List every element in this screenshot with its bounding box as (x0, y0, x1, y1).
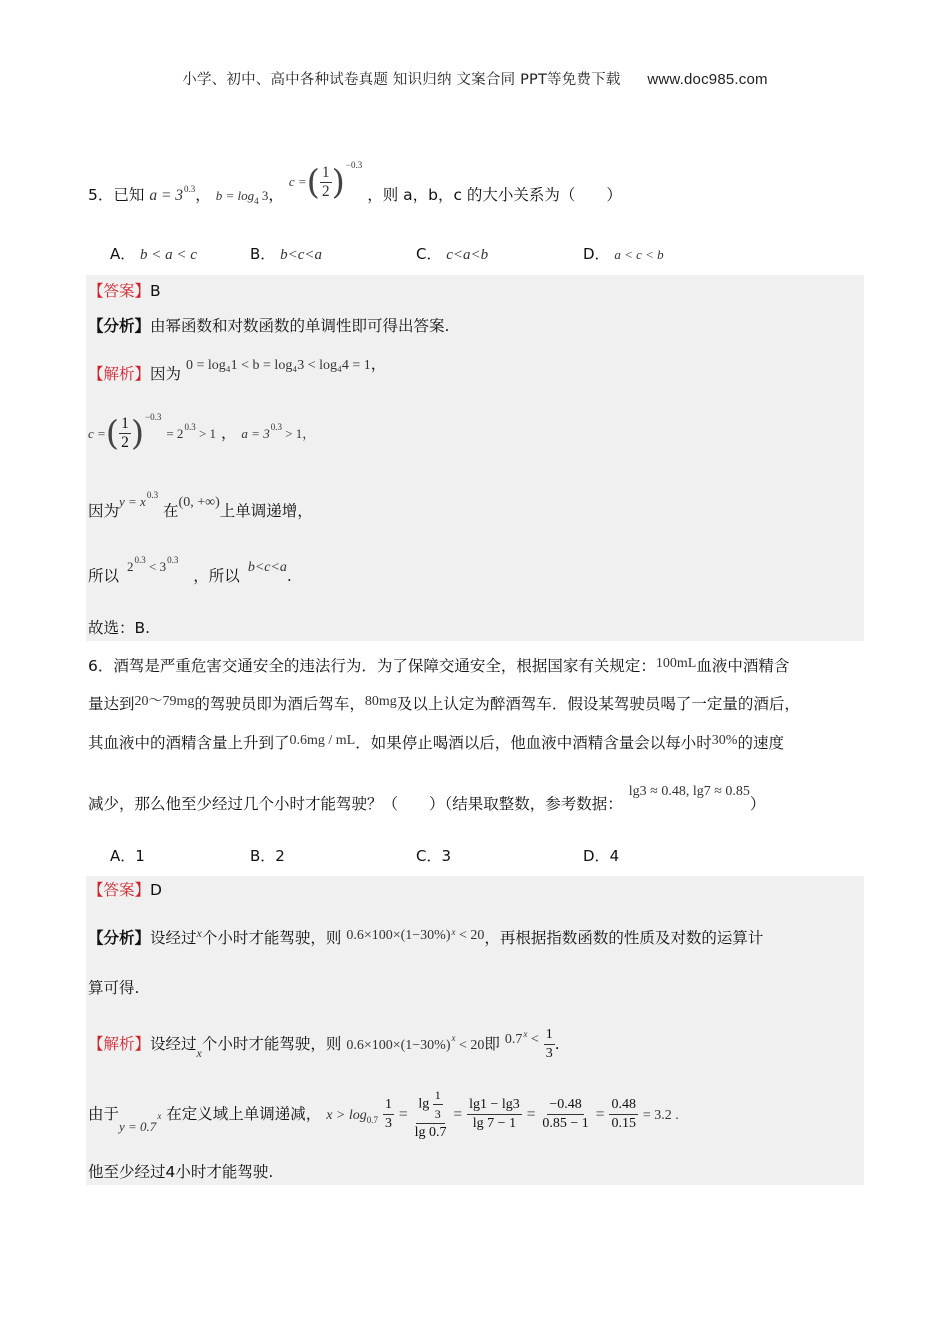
q5-prefix: 已知 (113, 186, 145, 205)
q6-stem-line4: 减少，那么他至少经过几个小时才能驾驶？（ ）（结果取整数，参考数据：lg3 ≈ 0.48, lg7 ≈ 0.85） (88, 784, 766, 813)
q6-options (110, 845, 810, 869)
q6-solution-panel (86, 876, 864, 1185)
q5-stem: 5．已知 $a = 3^{0.3}$， $b = \log_4 3$， c =( $\frac{1}{2}$ )$^{-0.3}$ ，则 a，b，c 的大小关系为（ ） (88, 160, 622, 207)
q5-b-def: $b = \log_4 3$ (215, 188, 269, 207)
q5-solution-line2: c =( $\frac{1}{2}$ )$^{-0.3} = 2^{0.3} > 1$ ， $a = 3^{0.3} > 1$， (88, 412, 316, 454)
q6-option-b[interactable]: B．2 (250, 847, 285, 865)
q5-solution-line1: 【解析】因为 0 = log₄1 < b = log₄3 < log₄4 = 1， (88, 355, 387, 383)
header-url[interactable]: www.doc985.com (647, 71, 768, 88)
q5-answer: 【答案】B (88, 282, 161, 300)
q6-solution-line1: 【解析】设经过$_x$个小时才能驾驶，则 $0.6\times 100\times(1-30\%)^x < 20$即 $0.7^x$ < $\frac{1}{3}$ . (88, 1027, 560, 1061)
q5-a-def: $a = 3^{0.3}$ (149, 184, 196, 205)
q5-option-a[interactable]: A． b < a < c (110, 245, 197, 263)
q5-option-c[interactable]: C． c<a<b (416, 245, 489, 263)
q5-solution-line4: 所以$^{20.3}$ $^{< 30.3}$ ，所以 b<c<a. (88, 555, 292, 585)
q5-number: 5． (88, 186, 114, 205)
q5-analysis: 【分析】由幂函数和对数函数的单调性即可得出答案. (88, 317, 450, 335)
header-text: 小学、初中、高中各种试卷真题 知识归纳 文案合同 PPT等免费下载 (182, 72, 621, 88)
q6-solution-line2: 由于$_{y = 0.7x}$ 在定义域上单调递减， $x > \log_{0.7}$ $\frac{1}{3}$ = lg $\frac{1}{3}$ lg 0.7 = $\frac{\lg 1 - \lg 3}{\lg 7 - 1}$ = $\frac{-0.48}{0.85 - 1}$ = $\frac{0.48}{0.15}$ = 3.2 . (88, 1088, 679, 1140)
q6-option-d[interactable]: D．4 (583, 847, 620, 865)
q6-stem-line3: 其血液中的酒精含量上升到了0.6mg / mL．如果停止喝酒以后，他血液中酒精含量会以每小时30%的速度 (88, 733, 784, 752)
page-header (0, 68, 950, 89)
q6-conclusion: 他至少经过4小时才能驾驶. (88, 1163, 274, 1181)
q6-option-c[interactable]: C．3 (416, 847, 452, 865)
q6-option-a[interactable]: A．1 (110, 847, 145, 865)
q5-solution-panel (86, 275, 864, 641)
q6-stem-line2: 量达到20～79mg的驾驶员即为酒后驾车，80mg及以上认定为醉酒驾车．假设某驾驶员喝了一定量的酒后， (88, 694, 800, 713)
q5-option-d[interactable]: D． a < c < b (583, 245, 664, 263)
q6-stem-line1: 6．酒驾是严重危害交通安全的违法行为．为了保障交通安全，根据国家有关规定：100mL血液中酒精含 (88, 656, 790, 675)
q6-analysis-line2: 算可得. (88, 979, 140, 997)
q6-analysis-line1: 【分析】设经过$^x$个小时才能驾驶，则 $0.6\times 100\times(1-30\%)^x < 20$，再根据指数函数的性质及对数的运算计 (88, 926, 764, 947)
q5-c-def: c =( $\frac{1}{2}$ )$^{-0.3}$ (288, 160, 363, 203)
q5-options (110, 243, 810, 267)
q6-answer: 【答案】D (88, 881, 162, 899)
q5-conclusion: 故选：B. (88, 619, 151, 637)
q5-option-b[interactable]: B． b<c<a (250, 245, 322, 263)
q5-tail: ，则 a，b，c 的大小关系为（ ） (367, 186, 622, 205)
q5-solution-line3: 因为$^{y = x0.3}$ 在(0, +∞)上单调递增， (88, 490, 313, 520)
